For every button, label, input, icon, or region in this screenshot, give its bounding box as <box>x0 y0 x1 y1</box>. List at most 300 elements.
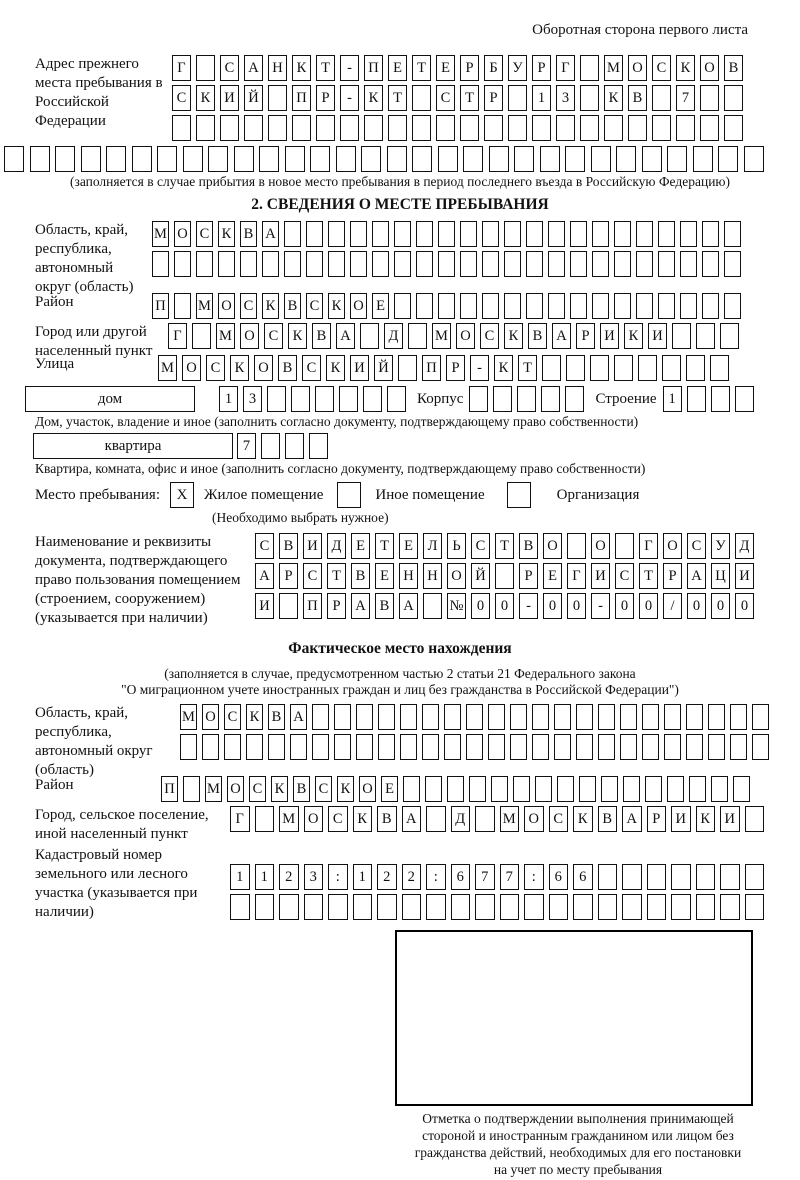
grid-cell[interactable] <box>279 894 299 920</box>
grid-cell[interactable]: 0 <box>543 593 562 619</box>
grid-cell[interactable] <box>372 221 389 247</box>
grid-cell[interactable] <box>350 221 367 247</box>
grid-cell[interactable] <box>290 734 307 760</box>
grid-cell[interactable] <box>513 776 530 802</box>
grid-cell[interactable] <box>378 734 395 760</box>
grid-cell[interactable]: Е <box>436 55 455 81</box>
grid-cell[interactable] <box>412 115 431 141</box>
grid-cell[interactable]: С <box>328 806 348 832</box>
grid-cell[interactable]: В <box>375 593 394 619</box>
stay-checkbox-other[interactable] <box>337 482 361 508</box>
grid-cell[interactable] <box>400 734 417 760</box>
grid-cell[interactable] <box>30 146 50 172</box>
grid-cell[interactable] <box>686 704 703 730</box>
grid-cell[interactable] <box>394 293 411 319</box>
grid-cell[interactable]: Д <box>735 533 754 559</box>
grid-cell[interactable]: О <box>227 776 244 802</box>
grid-cell[interactable] <box>268 85 287 111</box>
grid-cell[interactable]: К <box>494 355 513 381</box>
grid-cell[interactable] <box>438 146 458 172</box>
grid-cell[interactable] <box>664 734 681 760</box>
grid-cell[interactable] <box>541 386 560 412</box>
grid-cell[interactable] <box>426 894 446 920</box>
grid-cell[interactable] <box>687 386 706 412</box>
grid-cell[interactable]: К <box>271 776 288 802</box>
grid-cell[interactable] <box>183 776 200 802</box>
grid-cell[interactable]: В <box>278 355 297 381</box>
grid-cell[interactable] <box>400 704 417 730</box>
grid-cell[interactable]: 6 <box>549 864 569 890</box>
grid-cell[interactable]: О <box>543 533 562 559</box>
grid-cell[interactable] <box>526 251 543 277</box>
grid-cell[interactable] <box>576 704 593 730</box>
grid-cell[interactable]: 7 <box>475 864 495 890</box>
grid-cell[interactable]: О <box>218 293 235 319</box>
grid-cell[interactable] <box>614 251 631 277</box>
grid-cell[interactable] <box>590 355 609 381</box>
city-row[interactable] <box>168 323 744 349</box>
grid-cell[interactable] <box>306 251 323 277</box>
grid-cell[interactable] <box>686 355 705 381</box>
grid-cell[interactable] <box>291 386 310 412</box>
grid-cell[interactable]: О <box>591 533 610 559</box>
grid-cell[interactable] <box>364 115 383 141</box>
actual-region-row-1[interactable] <box>180 704 774 730</box>
grid-cell[interactable] <box>475 894 495 920</box>
grid-cell[interactable]: 2 <box>402 864 422 890</box>
grid-cell[interactable]: А <box>351 593 370 619</box>
apartment-type-box[interactable]: квартира <box>33 433 233 459</box>
grid-cell[interactable] <box>192 323 211 349</box>
grid-cell[interactable] <box>700 85 719 111</box>
grid-cell[interactable] <box>672 323 691 349</box>
grid-cell[interactable] <box>620 734 637 760</box>
grid-cell[interactable]: Т <box>375 533 394 559</box>
grid-cell[interactable] <box>244 115 263 141</box>
grid-cell[interactable] <box>360 323 379 349</box>
grid-cell[interactable] <box>484 115 503 141</box>
grid-cell[interactable] <box>309 433 328 459</box>
grid-cell[interactable]: М <box>180 704 197 730</box>
grid-cell[interactable]: : <box>524 864 544 890</box>
grid-cell[interactable]: А <box>399 593 418 619</box>
grid-cell[interactable]: 1 <box>663 386 682 412</box>
grid-cell[interactable]: В <box>351 563 370 589</box>
grid-cell[interactable]: Ь <box>447 533 466 559</box>
grid-cell[interactable] <box>667 146 687 172</box>
grid-cell[interactable] <box>460 293 477 319</box>
grid-cell[interactable]: : <box>426 864 446 890</box>
grid-cell[interactable] <box>591 146 611 172</box>
grid-cell[interactable] <box>557 776 574 802</box>
grid-cell[interactable]: П <box>364 55 383 81</box>
grid-cell[interactable] <box>378 704 395 730</box>
grid-cell[interactable]: Т <box>460 85 479 111</box>
prev-address-row-1[interactable] <box>172 55 748 81</box>
grid-cell[interactable]: К <box>218 221 235 247</box>
grid-cell[interactable]: Д <box>451 806 471 832</box>
grid-cell[interactable] <box>752 734 769 760</box>
grid-cell[interactable]: Н <box>399 563 418 589</box>
grid-cell[interactable] <box>662 355 681 381</box>
grid-cell[interactable]: 6 <box>573 864 593 890</box>
grid-cell[interactable]: И <box>671 806 691 832</box>
grid-cell[interactable] <box>517 386 536 412</box>
grid-cell[interactable]: М <box>152 221 169 247</box>
grid-cell[interactable]: П <box>161 776 178 802</box>
grid-cell[interactable]: К <box>328 293 345 319</box>
grid-cell[interactable] <box>622 894 642 920</box>
grid-cell[interactable]: Р <box>327 593 346 619</box>
grid-cell[interactable]: В <box>293 776 310 802</box>
grid-cell[interactable] <box>259 146 279 172</box>
grid-cell[interactable] <box>423 593 442 619</box>
grid-cell[interactable]: С <box>206 355 225 381</box>
grid-cell[interactable] <box>469 386 488 412</box>
grid-cell[interactable] <box>735 386 754 412</box>
grid-cell[interactable] <box>676 115 695 141</box>
grid-cell[interactable]: 7 <box>500 864 520 890</box>
grid-cell[interactable]: Л <box>423 533 442 559</box>
grid-cell[interactable] <box>615 533 634 559</box>
grid-cell[interactable] <box>733 776 750 802</box>
grid-cell[interactable]: К <box>696 806 716 832</box>
grid-cell[interactable]: И <box>591 563 610 589</box>
region-row-2[interactable] <box>152 251 746 277</box>
grid-cell[interactable]: И <box>220 85 239 111</box>
grid-cell[interactable]: К <box>353 806 373 832</box>
grid-cell[interactable] <box>647 894 667 920</box>
grid-cell[interactable] <box>570 293 587 319</box>
grid-cell[interactable]: К <box>364 85 383 111</box>
grid-cell[interactable] <box>157 146 177 172</box>
grid-cell[interactable] <box>356 704 373 730</box>
grid-cell[interactable] <box>174 293 191 319</box>
grid-cell[interactable]: С <box>255 533 274 559</box>
grid-cell[interactable] <box>422 704 439 730</box>
grid-cell[interactable] <box>549 894 569 920</box>
grid-cell[interactable] <box>174 251 191 277</box>
grid-cell[interactable] <box>466 734 483 760</box>
grid-cell[interactable] <box>680 221 697 247</box>
grid-cell[interactable] <box>645 776 662 802</box>
grid-cell[interactable]: Б <box>484 55 503 81</box>
grid-cell[interactable] <box>565 386 584 412</box>
grid-cell[interactable] <box>752 704 769 730</box>
grid-cell[interactable] <box>304 894 324 920</box>
grid-cell[interactable] <box>642 146 662 172</box>
grid-cell[interactable] <box>696 323 715 349</box>
grid-cell[interactable]: С <box>240 293 257 319</box>
grid-cell[interactable]: М <box>432 323 451 349</box>
actual-district-row[interactable] <box>161 776 755 802</box>
grid-cell[interactable]: Е <box>381 776 398 802</box>
grid-cell[interactable] <box>702 293 719 319</box>
grid-cell[interactable] <box>510 734 527 760</box>
grid-cell[interactable] <box>460 115 479 141</box>
grid-cell[interactable] <box>334 704 351 730</box>
grid-cell[interactable] <box>554 704 571 730</box>
grid-cell[interactable] <box>724 115 743 141</box>
grid-cell[interactable]: Е <box>543 563 562 589</box>
grid-cell[interactable]: 7 <box>676 85 695 111</box>
grid-cell[interactable]: А <box>622 806 642 832</box>
grid-cell[interactable] <box>416 251 433 277</box>
grid-cell[interactable] <box>647 864 667 890</box>
grid-cell[interactable]: М <box>196 293 213 319</box>
grid-cell[interactable]: Ц <box>711 563 730 589</box>
grid-cell[interactable]: С <box>687 533 706 559</box>
grid-cell[interactable]: Е <box>388 55 407 81</box>
grid-cell[interactable]: К <box>504 323 523 349</box>
grid-cell[interactable]: В <box>268 704 285 730</box>
grid-cell[interactable] <box>730 704 747 730</box>
grid-cell[interactable]: Д <box>384 323 403 349</box>
grid-cell[interactable] <box>353 894 373 920</box>
grid-cell[interactable] <box>285 146 305 172</box>
grid-cell[interactable]: С <box>172 85 191 111</box>
grid-cell[interactable] <box>267 386 286 412</box>
grid-cell[interactable] <box>493 386 512 412</box>
grid-cell[interactable] <box>306 221 323 247</box>
grid-cell[interactable]: 3 <box>304 864 324 890</box>
grid-cell[interactable] <box>284 251 301 277</box>
grid-cell[interactable] <box>500 894 520 920</box>
grid-cell[interactable]: К <box>288 323 307 349</box>
grid-cell[interactable] <box>718 146 738 172</box>
grid-cell[interactable] <box>710 355 729 381</box>
grid-cell[interactable] <box>686 734 703 760</box>
grid-cell[interactable]: 2 <box>377 864 397 890</box>
grid-cell[interactable]: : <box>328 864 348 890</box>
grid-cell[interactable]: 1 <box>532 85 551 111</box>
grid-cell[interactable]: Г <box>556 55 575 81</box>
grid-cell[interactable]: М <box>604 55 623 81</box>
grid-cell[interactable] <box>208 146 228 172</box>
grid-cell[interactable]: № <box>447 593 466 619</box>
grid-cell[interactable] <box>350 251 367 277</box>
grid-cell[interactable] <box>388 115 407 141</box>
grid-cell[interactable] <box>315 386 334 412</box>
grid-cell[interactable]: С <box>220 55 239 81</box>
grid-cell[interactable] <box>426 806 446 832</box>
grid-cell[interactable] <box>696 894 716 920</box>
grid-cell[interactable]: П <box>292 85 311 111</box>
grid-cell[interactable]: Р <box>532 55 551 81</box>
grid-cell[interactable]: О <box>663 533 682 559</box>
document-row-1[interactable] <box>255 533 759 559</box>
grid-cell[interactable] <box>614 293 631 319</box>
grid-cell[interactable]: О <box>304 806 324 832</box>
grid-cell[interactable]: 0 <box>495 593 514 619</box>
grid-cell[interactable]: А <box>402 806 422 832</box>
grid-cell[interactable] <box>658 221 675 247</box>
grid-cell[interactable]: О <box>182 355 201 381</box>
grid-cell[interactable] <box>451 894 471 920</box>
grid-cell[interactable] <box>667 776 684 802</box>
grid-cell[interactable] <box>566 355 585 381</box>
grid-cell[interactable] <box>526 221 543 247</box>
actual-region-row-2[interactable] <box>180 734 774 760</box>
grid-cell[interactable]: К <box>292 55 311 81</box>
grid-cell[interactable] <box>565 146 585 172</box>
grid-cell[interactable] <box>398 355 417 381</box>
grid-cell[interactable]: Е <box>372 293 389 319</box>
grid-cell[interactable] <box>526 293 543 319</box>
grid-cell[interactable] <box>81 146 101 172</box>
grid-cell[interactable] <box>623 776 640 802</box>
grid-cell[interactable] <box>482 293 499 319</box>
grid-cell[interactable]: И <box>720 806 740 832</box>
grid-cell[interactable]: Т <box>316 55 335 81</box>
grid-cell[interactable] <box>438 221 455 247</box>
grid-cell[interactable] <box>292 115 311 141</box>
grid-cell[interactable]: Р <box>460 55 479 81</box>
grid-cell[interactable] <box>336 146 356 172</box>
grid-cell[interactable]: - <box>470 355 489 381</box>
prev-address-row-4[interactable] <box>4 146 800 172</box>
grid-cell[interactable]: Р <box>519 563 538 589</box>
grid-cell[interactable]: О <box>174 221 191 247</box>
district-row[interactable] <box>152 293 746 319</box>
grid-cell[interactable] <box>664 704 681 730</box>
grid-cell[interactable]: Т <box>495 533 514 559</box>
cadastre-row-2[interactable] <box>230 894 769 920</box>
grid-cell[interactable] <box>532 115 551 141</box>
grid-cell[interactable] <box>463 146 483 172</box>
grid-cell[interactable] <box>261 433 280 459</box>
grid-cell[interactable] <box>636 293 653 319</box>
grid-cell[interactable] <box>745 894 765 920</box>
grid-cell[interactable]: Й <box>374 355 393 381</box>
grid-cell[interactable] <box>495 563 514 589</box>
grid-cell[interactable]: В <box>528 323 547 349</box>
stroenie-row[interactable] <box>663 386 759 412</box>
grid-cell[interactable]: У <box>711 533 730 559</box>
grid-cell[interactable] <box>532 704 549 730</box>
grid-cell[interactable]: Т <box>518 355 537 381</box>
grid-cell[interactable] <box>580 115 599 141</box>
grid-cell[interactable] <box>724 293 741 319</box>
grid-cell[interactable] <box>542 355 561 381</box>
street-row[interactable] <box>158 355 734 381</box>
grid-cell[interactable] <box>361 146 381 172</box>
grid-cell[interactable]: 0 <box>471 593 490 619</box>
grid-cell[interactable]: О <box>700 55 719 81</box>
grid-cell[interactable]: Т <box>412 55 431 81</box>
grid-cell[interactable]: К <box>326 355 345 381</box>
stay-checkbox-organization[interactable] <box>507 482 531 508</box>
grid-cell[interactable] <box>328 894 348 920</box>
grid-cell[interactable] <box>488 734 505 760</box>
grid-cell[interactable] <box>620 704 637 730</box>
grid-cell[interactable] <box>466 704 483 730</box>
grid-cell[interactable] <box>106 146 126 172</box>
grid-cell[interactable] <box>255 894 275 920</box>
grid-cell[interactable]: Р <box>446 355 465 381</box>
grid-cell[interactable] <box>504 251 521 277</box>
grid-cell[interactable]: С <box>249 776 266 802</box>
grid-cell[interactable] <box>744 146 764 172</box>
grid-cell[interactable] <box>567 533 586 559</box>
grid-cell[interactable] <box>524 894 544 920</box>
grid-cell[interactable] <box>475 806 495 832</box>
grid-cell[interactable] <box>711 776 728 802</box>
grid-cell[interactable]: И <box>735 563 754 589</box>
grid-cell[interactable] <box>436 115 455 141</box>
grid-cell[interactable] <box>535 776 552 802</box>
grid-cell[interactable]: Р <box>647 806 667 832</box>
grid-cell[interactable] <box>652 115 671 141</box>
grid-cell[interactable] <box>720 894 740 920</box>
grid-cell[interactable] <box>220 115 239 141</box>
grid-cell[interactable]: М <box>279 806 299 832</box>
grid-cell[interactable]: В <box>724 55 743 81</box>
grid-cell[interactable] <box>285 433 304 459</box>
grid-cell[interactable]: 0 <box>639 593 658 619</box>
document-row-3[interactable] <box>255 593 759 619</box>
grid-cell[interactable] <box>554 734 571 760</box>
grid-cell[interactable]: С <box>315 776 332 802</box>
grid-cell[interactable]: К <box>624 323 643 349</box>
grid-cell[interactable] <box>708 734 725 760</box>
grid-cell[interactable] <box>218 251 235 277</box>
prev-address-row-2[interactable] <box>172 85 748 111</box>
grid-cell[interactable] <box>230 894 250 920</box>
grid-cell[interactable] <box>132 146 152 172</box>
grid-cell[interactable]: Е <box>351 533 370 559</box>
grid-cell[interactable] <box>745 864 765 890</box>
grid-cell[interactable]: - <box>340 55 359 81</box>
grid-cell[interactable] <box>638 355 657 381</box>
grid-cell[interactable]: С <box>471 533 490 559</box>
grid-cell[interactable] <box>689 776 706 802</box>
grid-cell[interactable] <box>514 146 534 172</box>
grid-cell[interactable]: М <box>216 323 235 349</box>
grid-cell[interactable]: О <box>628 55 647 81</box>
grid-cell[interactable]: В <box>284 293 301 319</box>
grid-cell[interactable] <box>508 115 527 141</box>
grid-cell[interactable]: С <box>652 55 671 81</box>
grid-cell[interactable] <box>730 734 747 760</box>
grid-cell[interactable] <box>598 704 615 730</box>
grid-cell[interactable]: С <box>303 563 322 589</box>
grid-cell[interactable]: - <box>591 593 610 619</box>
grid-cell[interactable] <box>671 894 691 920</box>
grid-cell[interactable]: В <box>240 221 257 247</box>
grid-cell[interactable]: К <box>246 704 263 730</box>
grid-cell[interactable] <box>702 251 719 277</box>
grid-cell[interactable] <box>628 115 647 141</box>
grid-cell[interactable] <box>510 704 527 730</box>
grid-cell[interactable]: 7 <box>237 433 256 459</box>
grid-cell[interactable]: А <box>244 55 263 81</box>
grid-cell[interactable]: И <box>648 323 667 349</box>
grid-cell[interactable] <box>246 734 263 760</box>
grid-cell[interactable]: В <box>279 533 298 559</box>
grid-cell[interactable] <box>652 85 671 111</box>
grid-cell[interactable]: В <box>628 85 647 111</box>
grid-cell[interactable]: 0 <box>687 593 706 619</box>
grid-cell[interactable]: Н <box>268 55 287 81</box>
grid-cell[interactable] <box>268 115 287 141</box>
grid-cell[interactable]: Р <box>576 323 595 349</box>
grid-cell[interactable]: М <box>158 355 177 381</box>
grid-cell[interactable] <box>387 386 406 412</box>
stay-checkbox-residential[interactable]: X <box>170 482 194 508</box>
grid-cell[interactable] <box>671 864 691 890</box>
house-row[interactable] <box>219 386 411 412</box>
